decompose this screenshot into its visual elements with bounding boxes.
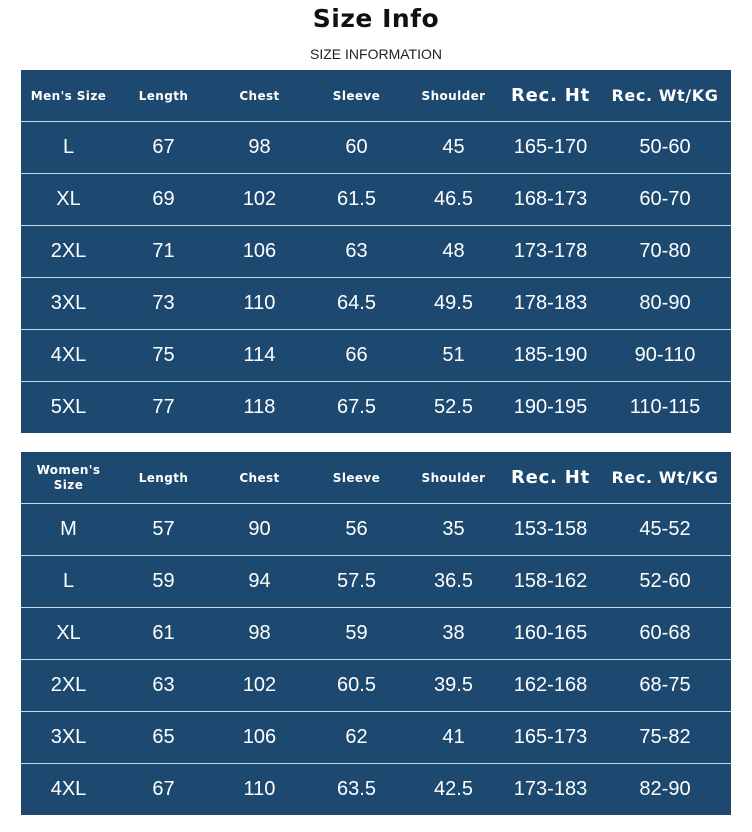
header-sleeve: Sleeve xyxy=(308,452,405,504)
table-row xyxy=(21,608,731,660)
cell-shoulder: 42.5 xyxy=(434,778,473,800)
cell-size: 3XL xyxy=(21,278,116,330)
cell-rec-weight: 68-75 xyxy=(599,660,731,712)
cell-rec-weight: 70-80 xyxy=(599,226,731,278)
header-length: Length xyxy=(116,452,211,504)
cell-sleeve: 67.5 xyxy=(337,396,376,418)
table-row xyxy=(21,382,731,434)
cell-sleeve: 63 xyxy=(308,226,405,278)
cell-length: 67 xyxy=(116,122,211,174)
table-row xyxy=(21,226,731,278)
cell-sleeve: 59 xyxy=(308,608,405,660)
cell-length: 63 xyxy=(116,660,211,712)
cell-size: L xyxy=(21,122,116,174)
cell-shoulder: 48 xyxy=(405,226,502,278)
cell-chest: 102 xyxy=(211,174,308,226)
header-size: Women's Size xyxy=(21,452,116,504)
cell-shoulder: 36.5 xyxy=(405,556,502,608)
cell-sleeve: 61.5 xyxy=(308,174,405,226)
header-sleeve: Sleeve xyxy=(308,70,405,122)
cell-sleeve: 66 xyxy=(308,330,405,382)
cell-shoulder: 41 xyxy=(405,712,502,764)
cell-length: 59 xyxy=(116,556,211,608)
cell-rec-height: 158-162 xyxy=(502,556,599,608)
table-row xyxy=(21,556,731,608)
cell-rec-height: 160-165 xyxy=(502,608,599,660)
header-shoulder: Shoulder xyxy=(405,70,502,122)
cell-size: 5XL xyxy=(50,396,87,418)
cell-size: L xyxy=(21,556,116,608)
header-rec-weight: Rec. Wt/KG xyxy=(599,452,731,504)
page-subtitle: SIZE INFORMATION xyxy=(310,46,442,62)
table-row xyxy=(21,278,731,330)
header-length: Length xyxy=(116,70,211,122)
cell-chest: 90 xyxy=(211,504,308,556)
cell-rec-weight: 60-68 xyxy=(599,608,731,660)
cell-size: 3XL xyxy=(21,712,116,764)
cell-rec-weight: 75-82 xyxy=(599,712,731,764)
cell-rec-height: 165-173 xyxy=(502,712,599,764)
cell-size: 2XL xyxy=(21,660,116,712)
cell-length: 67 xyxy=(152,778,175,800)
cell-length: 69 xyxy=(116,174,211,226)
cell-rec-height: 185-190 xyxy=(502,330,599,382)
cell-size: 4XL xyxy=(21,330,116,382)
header-chest: Chest xyxy=(211,452,308,504)
table-row xyxy=(21,330,731,382)
header-rec-height: Rec. Ht xyxy=(502,452,599,504)
cell-rec-height: 153-158 xyxy=(502,504,599,556)
cell-length: 61 xyxy=(116,608,211,660)
cell-chest: 110 xyxy=(211,278,308,330)
mens-table-body xyxy=(21,122,731,434)
cell-rec-height: 190-195 xyxy=(513,396,588,418)
table-row xyxy=(21,174,731,226)
cell-chest: 106 xyxy=(211,226,308,278)
table-header-row xyxy=(21,70,731,122)
cell-chest: 118 xyxy=(243,396,276,418)
cell-rec-height: 178-183 xyxy=(502,278,599,330)
cell-rec-weight: 50-60 xyxy=(599,122,731,174)
cell-chest: 106 xyxy=(211,712,308,764)
cell-rec-weight: 80-90 xyxy=(599,278,731,330)
cell-shoulder: 45 xyxy=(405,122,502,174)
cell-rec-weight: 90-110 xyxy=(599,330,731,382)
cell-chest: 102 xyxy=(211,660,308,712)
cell-rec-weight: 110-115 xyxy=(629,396,701,418)
cell-sleeve: 56 xyxy=(308,504,405,556)
cell-length: 73 xyxy=(116,278,211,330)
cell-length: 65 xyxy=(116,712,211,764)
header-rec-weight: Rec. Wt/KG xyxy=(599,70,731,122)
cell-shoulder: 35 xyxy=(405,504,502,556)
cell-chest: 114 xyxy=(211,330,308,382)
cell-sleeve: 63.5 xyxy=(337,778,376,800)
table-row xyxy=(21,122,731,174)
header-rec-height: Rec. Ht xyxy=(502,70,599,122)
cell-chest: 110 xyxy=(243,778,276,800)
cell-sleeve: 64.5 xyxy=(308,278,405,330)
cell-rec-weight: 82-90 xyxy=(639,778,691,800)
cell-chest: 98 xyxy=(211,608,308,660)
page-title: Size Info xyxy=(312,4,440,33)
womens-size-table xyxy=(21,452,731,815)
cell-shoulder: 39.5 xyxy=(405,660,502,712)
cell-rec-height: 173-183 xyxy=(513,778,588,800)
header-size: Men's Size xyxy=(21,70,116,122)
mens-size-table xyxy=(21,70,731,433)
cell-shoulder: 49.5 xyxy=(405,278,502,330)
table-row xyxy=(21,504,731,556)
cell-rec-weight: 60-70 xyxy=(599,174,731,226)
cell-chest: 94 xyxy=(211,556,308,608)
cell-rec-weight: 45-52 xyxy=(599,504,731,556)
cell-rec-weight: 52-60 xyxy=(599,556,731,608)
cell-rec-height: 162-168 xyxy=(502,660,599,712)
cell-length: 71 xyxy=(116,226,211,278)
cell-size: 4XL xyxy=(50,778,87,800)
cell-length: 57 xyxy=(116,504,211,556)
header-shoulder: Shoulder xyxy=(405,452,502,504)
cell-chest: 98 xyxy=(211,122,308,174)
cell-size: XL xyxy=(21,174,116,226)
table-row xyxy=(21,712,731,764)
womens-table-body xyxy=(21,504,731,816)
cell-shoulder: 51 xyxy=(405,330,502,382)
cell-shoulder: 52.5 xyxy=(434,396,473,418)
cell-rec-height: 165-170 xyxy=(502,122,599,174)
cell-rec-height: 173-178 xyxy=(502,226,599,278)
cell-sleeve: 62 xyxy=(308,712,405,764)
cell-size: M xyxy=(21,504,116,556)
cell-rec-height: 168-173 xyxy=(502,174,599,226)
table-row xyxy=(21,764,731,816)
header-chest: Chest xyxy=(211,70,308,122)
cell-shoulder: 38 xyxy=(405,608,502,660)
table-header-row xyxy=(21,452,731,504)
cell-length: 77 xyxy=(152,396,175,418)
cell-sleeve: 60 xyxy=(308,122,405,174)
cell-length: 75 xyxy=(116,330,211,382)
cell-sleeve: 60.5 xyxy=(308,660,405,712)
cell-size: XL xyxy=(21,608,116,660)
cell-shoulder: 46.5 xyxy=(405,174,502,226)
cell-size: 2XL xyxy=(21,226,116,278)
cell-sleeve: 57.5 xyxy=(308,556,405,608)
table-row xyxy=(21,660,731,712)
